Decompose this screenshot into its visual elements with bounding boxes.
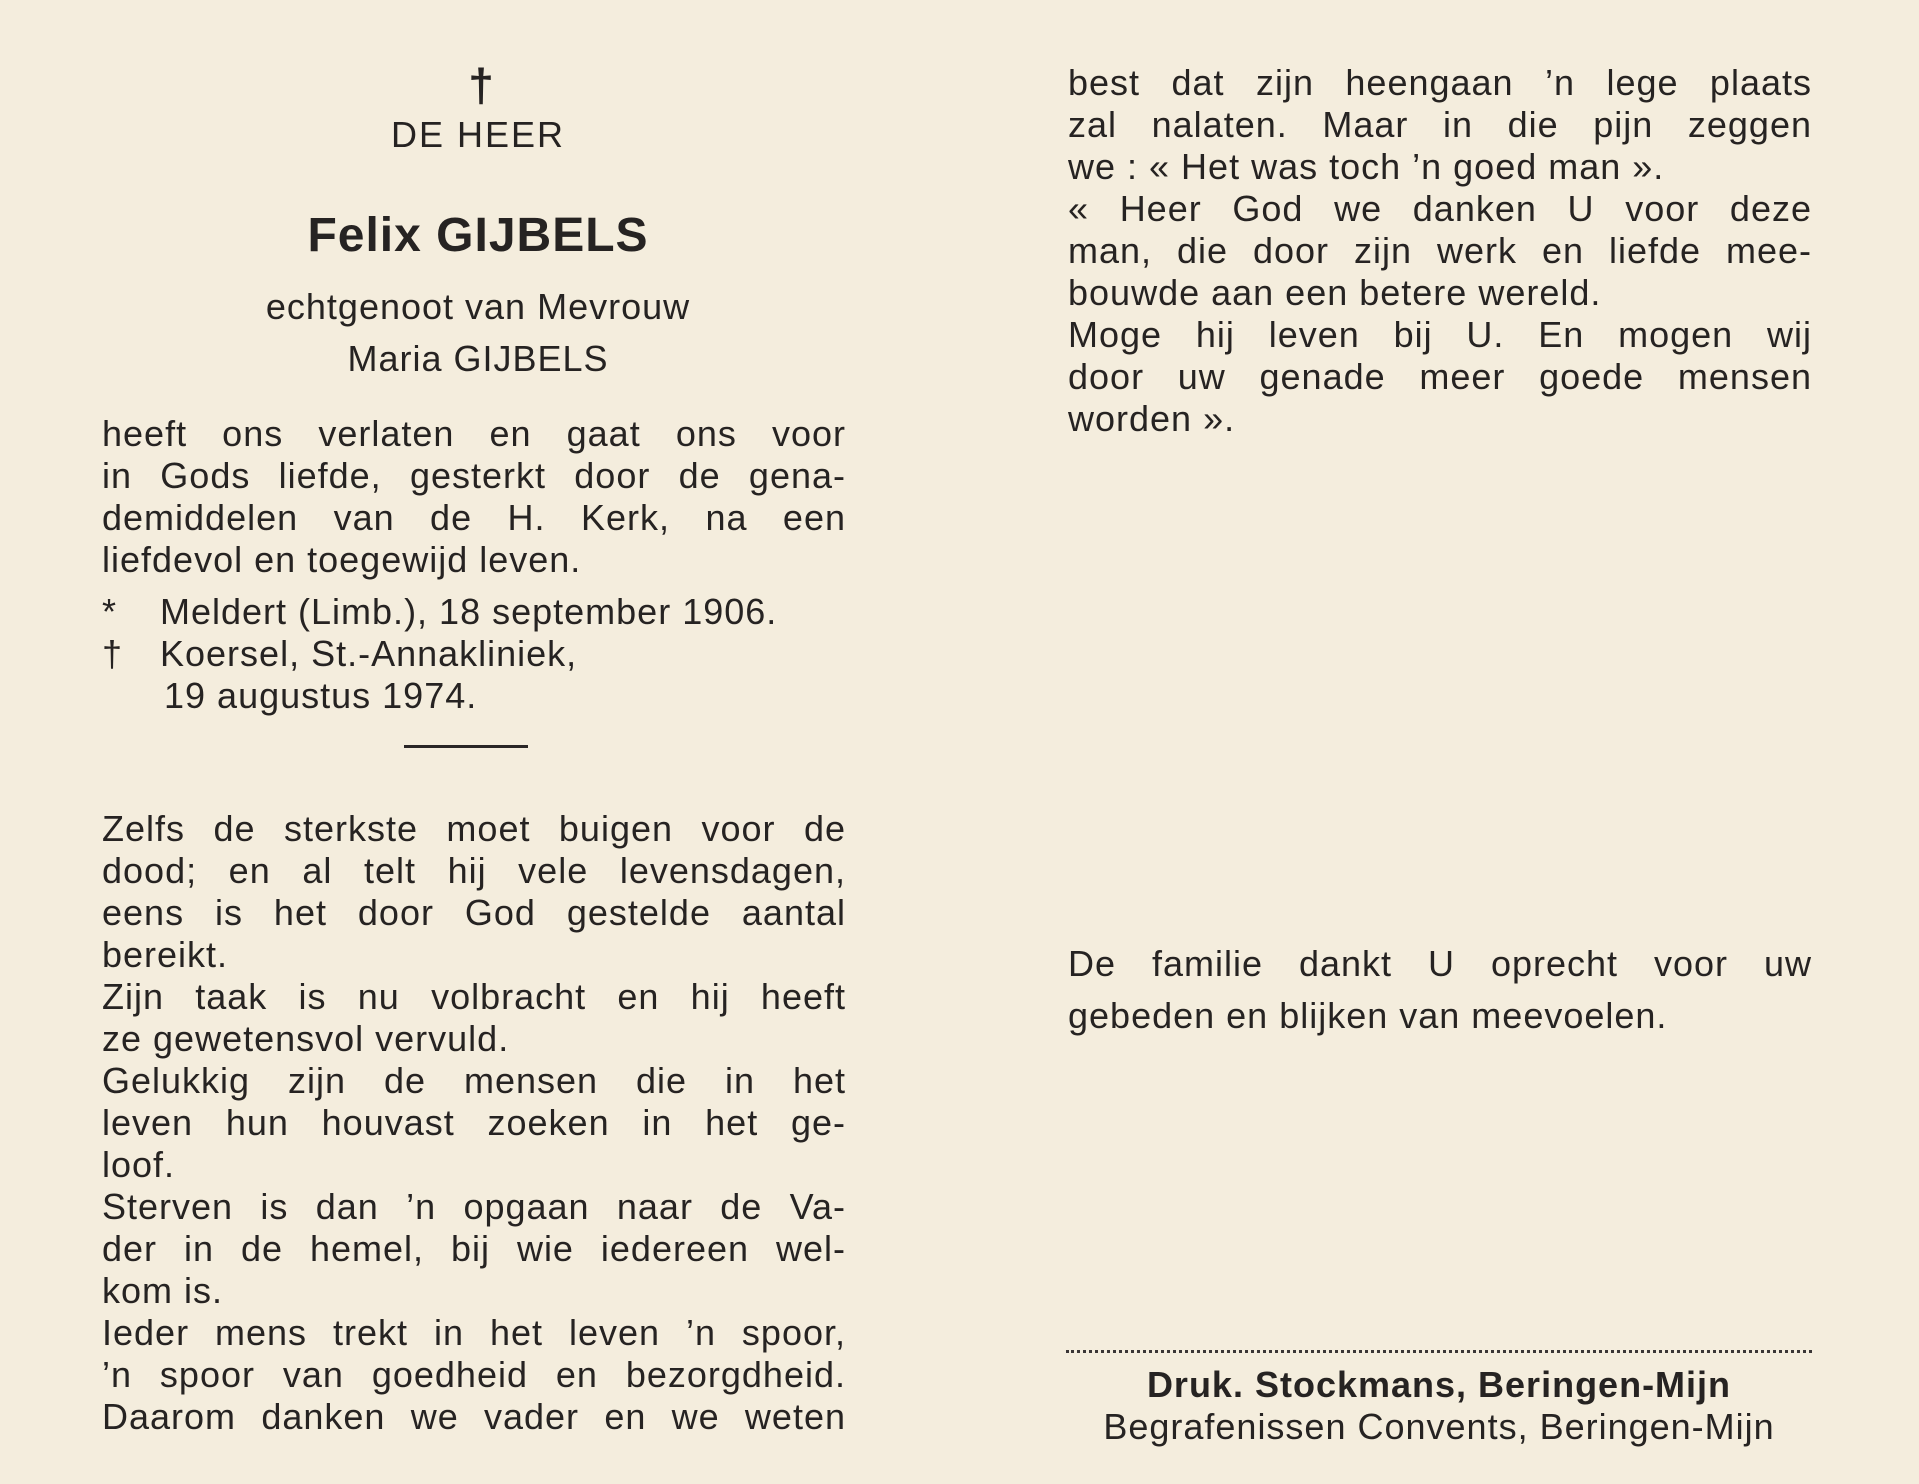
text-line: De familie dankt U oprecht voor uw bbox=[1068, 943, 1812, 984]
left-column bbox=[102, 59, 846, 1438]
birth-row bbox=[102, 591, 846, 633]
text-line: Daarom danken we vader en we weten bbox=[102, 1396, 846, 1437]
text-line: loof. bbox=[102, 1144, 176, 1185]
cross-icon: † bbox=[468, 59, 494, 111]
text-line: kom is. bbox=[102, 1270, 224, 1311]
spouse-info bbox=[110, 281, 846, 385]
dotted-divider bbox=[1066, 1350, 1812, 1353]
text-line: demiddelen van de H. Kerk, na een bbox=[102, 497, 846, 538]
text-line: « Heer God we danken U voor deze bbox=[1068, 188, 1812, 229]
text-line: ’n spoor van goedheid en bezorgdheid. bbox=[102, 1354, 846, 1395]
deceased-name: Felix GIJBELS bbox=[307, 209, 649, 262]
life-dates bbox=[102, 591, 846, 717]
text-line: worden ». bbox=[1068, 398, 1236, 439]
text-line: best dat zijn heengaan ’n lege plaats bbox=[1068, 62, 1812, 103]
birth-symbol: * bbox=[102, 591, 118, 632]
text-line: door uw genade meer goede mensen bbox=[1068, 356, 1812, 397]
text-line: liefdevol en toegewijd leven. bbox=[102, 539, 582, 580]
text-line: Moge hij leven bij U. En mogen wij bbox=[1068, 314, 1812, 355]
divider bbox=[404, 745, 528, 748]
text-line: eens is het door God gestelde aantal bbox=[102, 892, 846, 933]
text-line: in Gods liefde, gesterkt door de gena- bbox=[102, 455, 846, 496]
death-cross-icon: † bbox=[102, 633, 124, 674]
spouse-line-2: Maria GIJBELS bbox=[347, 338, 609, 379]
text-line: Ieder mens trekt in het leven ’n spoor, bbox=[102, 1312, 846, 1353]
printer-credits bbox=[1066, 1364, 1812, 1448]
text-line: dood; en al telt hij vele levensdagen, bbox=[102, 850, 846, 891]
right-column bbox=[1068, 62, 1812, 440]
text-line: we : « Het was toch ’n goed man ». bbox=[1068, 146, 1665, 187]
text-line: Zijn taak is nu volbracht en hij heeft bbox=[102, 976, 846, 1017]
family-thanks bbox=[1068, 938, 1812, 1042]
death-place: Koersel, St.-Annakliniek, bbox=[160, 633, 578, 674]
text-line: gebeden en blijken van meevoelen. bbox=[1068, 995, 1668, 1036]
text-line: zal nalaten. Maar in die pijn zeggen bbox=[1068, 104, 1812, 145]
printer-line-1: Druk. Stockmans, Beringen-Mijn bbox=[1146, 1364, 1732, 1405]
text-line: bereikt. bbox=[102, 934, 229, 975]
text-line: ze gewetensvol vervuld. bbox=[102, 1018, 510, 1059]
salutation: DE HEER bbox=[390, 114, 566, 155]
text-line: Zelfs de sterkste moet buigen voor de bbox=[102, 808, 846, 849]
death-date: 19 augustus 1974. bbox=[164, 675, 478, 716]
text-line: Sterven is dan ’n opgaan naar de Va- bbox=[102, 1186, 846, 1227]
death-row bbox=[102, 633, 846, 675]
spouse-line-1: echtgenoot van Mevrouw bbox=[265, 286, 691, 327]
text-line: heeft ons verlaten en gaat ons voor bbox=[102, 413, 846, 454]
intro-paragraph bbox=[102, 413, 846, 581]
birth-info: Meldert (Limb.), 18 september 1906. bbox=[160, 591, 778, 632]
text-line: man, die door zijn werk en liefde mee- bbox=[1068, 230, 1812, 271]
printer-line-2: Begrafenissen Convents, Beringen-Mijn bbox=[1103, 1406, 1775, 1447]
text-line: der in de hemel, bij wie iedereen wel- bbox=[102, 1228, 846, 1269]
text-line: leven hun houvast zoeken in het ge- bbox=[102, 1102, 846, 1143]
reflection-paragraph bbox=[102, 808, 846, 1438]
text-line: Gelukkig zijn de mensen die in het bbox=[102, 1060, 846, 1101]
text-line: bouwde aan een betere wereld. bbox=[1068, 272, 1602, 313]
